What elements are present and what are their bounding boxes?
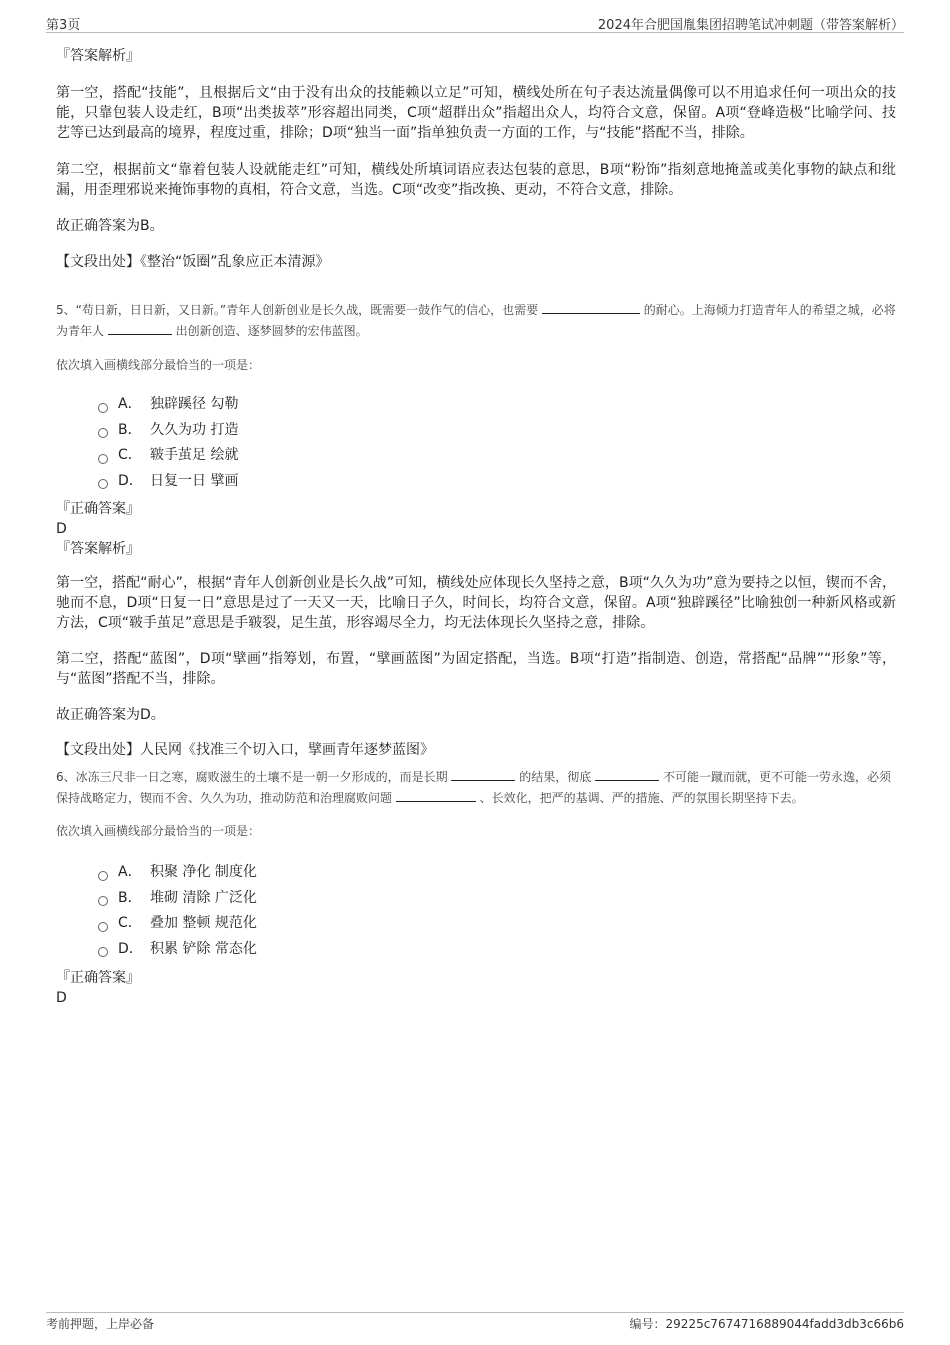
option-a[interactable]: A． 积聚 净化 制度化	[98, 860, 896, 886]
radio-icon[interactable]	[98, 922, 108, 932]
source: 【文段出处】《整治“饭圈”乱象应正本清源》	[56, 254, 330, 270]
source: 【文段出处】人民网《找准三个切入口，擘画青年逐梦蓝图》	[56, 742, 434, 758]
answer-blank	[542, 301, 640, 314]
analysis-tag: 『答案解析』	[56, 541, 140, 557]
analysis-paragraph: 第二空，根据前文“靠着包装人设就能走红”可知，横线处所填词语应表达包装的意思，B项“粉饰”指刻意地掩盖或美化事物的缺点和纰漏，用歪理邪说来掩饰事物的真相，符合文意，当选。C项“改变”指改换、更动，不符合文意，排除。	[56, 162, 896, 198]
question-instruction: 依次填入画横线部分最恰当的一项是：	[56, 824, 261, 838]
answer-blank	[108, 322, 172, 335]
option-d[interactable]: D． 积累 铲除 常态化	[98, 937, 896, 963]
page-content	[56, 44, 896, 1008]
document-code: 编号：29225c7674716889044fadd3db3c66b6	[629, 1317, 904, 1331]
radio-icon[interactable]	[98, 479, 108, 489]
document-title: 2024年合肥国胤集团招聘笔试冲刺题（带答案解析）	[597, 18, 904, 33]
question-stem: 6、冰冻三尺非一日之寒，腐败滋生的土壤不是一朝一夕形成的，而是长期 的结果，彻底 不可能一蹴而就，更不可能一劳永逸，必须保持战略定力，锲而不舍、久久为功，推动防范和治理腐败问题 、长效化，把严的基调、严的措施、严的氛围长期坚持下去。	[56, 770, 891, 805]
conclusion: 故正确答案为D。	[56, 707, 165, 723]
answer-blank	[451, 768, 515, 781]
question-stem: 5、“苟日新，日日新，又日新。”青年人创新创业是长久战，既需要一鼓作气的信心，也需要 的耐心。上海倾力打造青年人的希望之城，必将为青年人 出创新创造、逐梦圆梦的宏伟蓝图。	[56, 303, 896, 338]
page-header	[46, 12, 904, 33]
page-number: 第3页	[46, 18, 81, 33]
analysis-paragraph: 第一空，搭配“技能”，且根据后文“由于没有出众的技能赖以立足”可知，横线处所在句子表达流量偶像可以不用追求任何一项出众的技能，只靠包装人设走红，B项“出类拔萃”形容超出同类，C项“超群出众”指超出众人，均符合文意，保留。A项“登峰造极”比喻学问、技艺等已达到最高的境界，程度过重，排除；D项“独当一面”指单独负责一方面的工作，与“技能”搭配不当，排除。	[56, 85, 896, 141]
answer-tag: 『正确答案』	[56, 501, 140, 517]
correct-answer: D	[56, 521, 67, 537]
option-list	[56, 392, 896, 494]
option-c[interactable]: C． 皲手茧足 绘就	[98, 443, 896, 469]
conclusion: 故正确答案为B。	[56, 218, 164, 234]
correct-answer: D	[56, 990, 67, 1006]
option-list	[56, 860, 896, 962]
option-b[interactable]: B． 久久为功 打造	[98, 418, 896, 444]
footer-slogan: 考前押题，上岸必备	[46, 1317, 155, 1331]
analysis-tag: 『答案解析』	[56, 48, 140, 64]
radio-icon[interactable]	[98, 871, 108, 881]
answer-blank	[595, 768, 659, 781]
radio-icon[interactable]	[98, 428, 108, 438]
question-instruction: 依次填入画横线部分最恰当的一项是：	[56, 358, 261, 372]
radio-icon[interactable]	[98, 403, 108, 413]
option-b[interactable]: B． 堆砌 清除 广泛化	[98, 886, 896, 912]
analysis-paragraph: 第一空，搭配“耐心”，根据“青年人创新创业是长久战”可知，横线处应体现长久坚持之意，B项“久久为功”意为要持之以恒，锲而不舍，驰而不息，D项“日复一日”意思是过了一天又一天，比喻日子久，时间长，均符合文意，保留。A项“独辟蹊径”比喻独创一种新风格或新方法，C项“皲手茧足”意思是手皲裂，足生茧，形容竭尽全力，均无法体现长久坚持之意，排除。	[56, 575, 896, 631]
answer-tag: 『正确答案』	[56, 970, 140, 986]
answer-blank	[396, 789, 476, 802]
option-a[interactable]: A． 独辟蹊径 勾勒	[98, 392, 896, 418]
analysis-paragraph: 第二空，搭配“蓝图”，D项“擘画”指筹划，布置，“擘画蓝图”为固定搭配，当选。B项“打造”指制造、创造，常搭配“品牌”“形象”等，与“蓝图”搭配不当，排除。	[56, 651, 896, 687]
option-c[interactable]: C． 叠加 整顿 规范化	[98, 911, 896, 937]
radio-icon[interactable]	[98, 947, 108, 957]
page-footer	[46, 1312, 904, 1335]
radio-icon[interactable]	[98, 454, 108, 464]
radio-icon[interactable]	[98, 896, 108, 906]
option-d[interactable]: D． 日复一日 擘画	[98, 469, 896, 495]
